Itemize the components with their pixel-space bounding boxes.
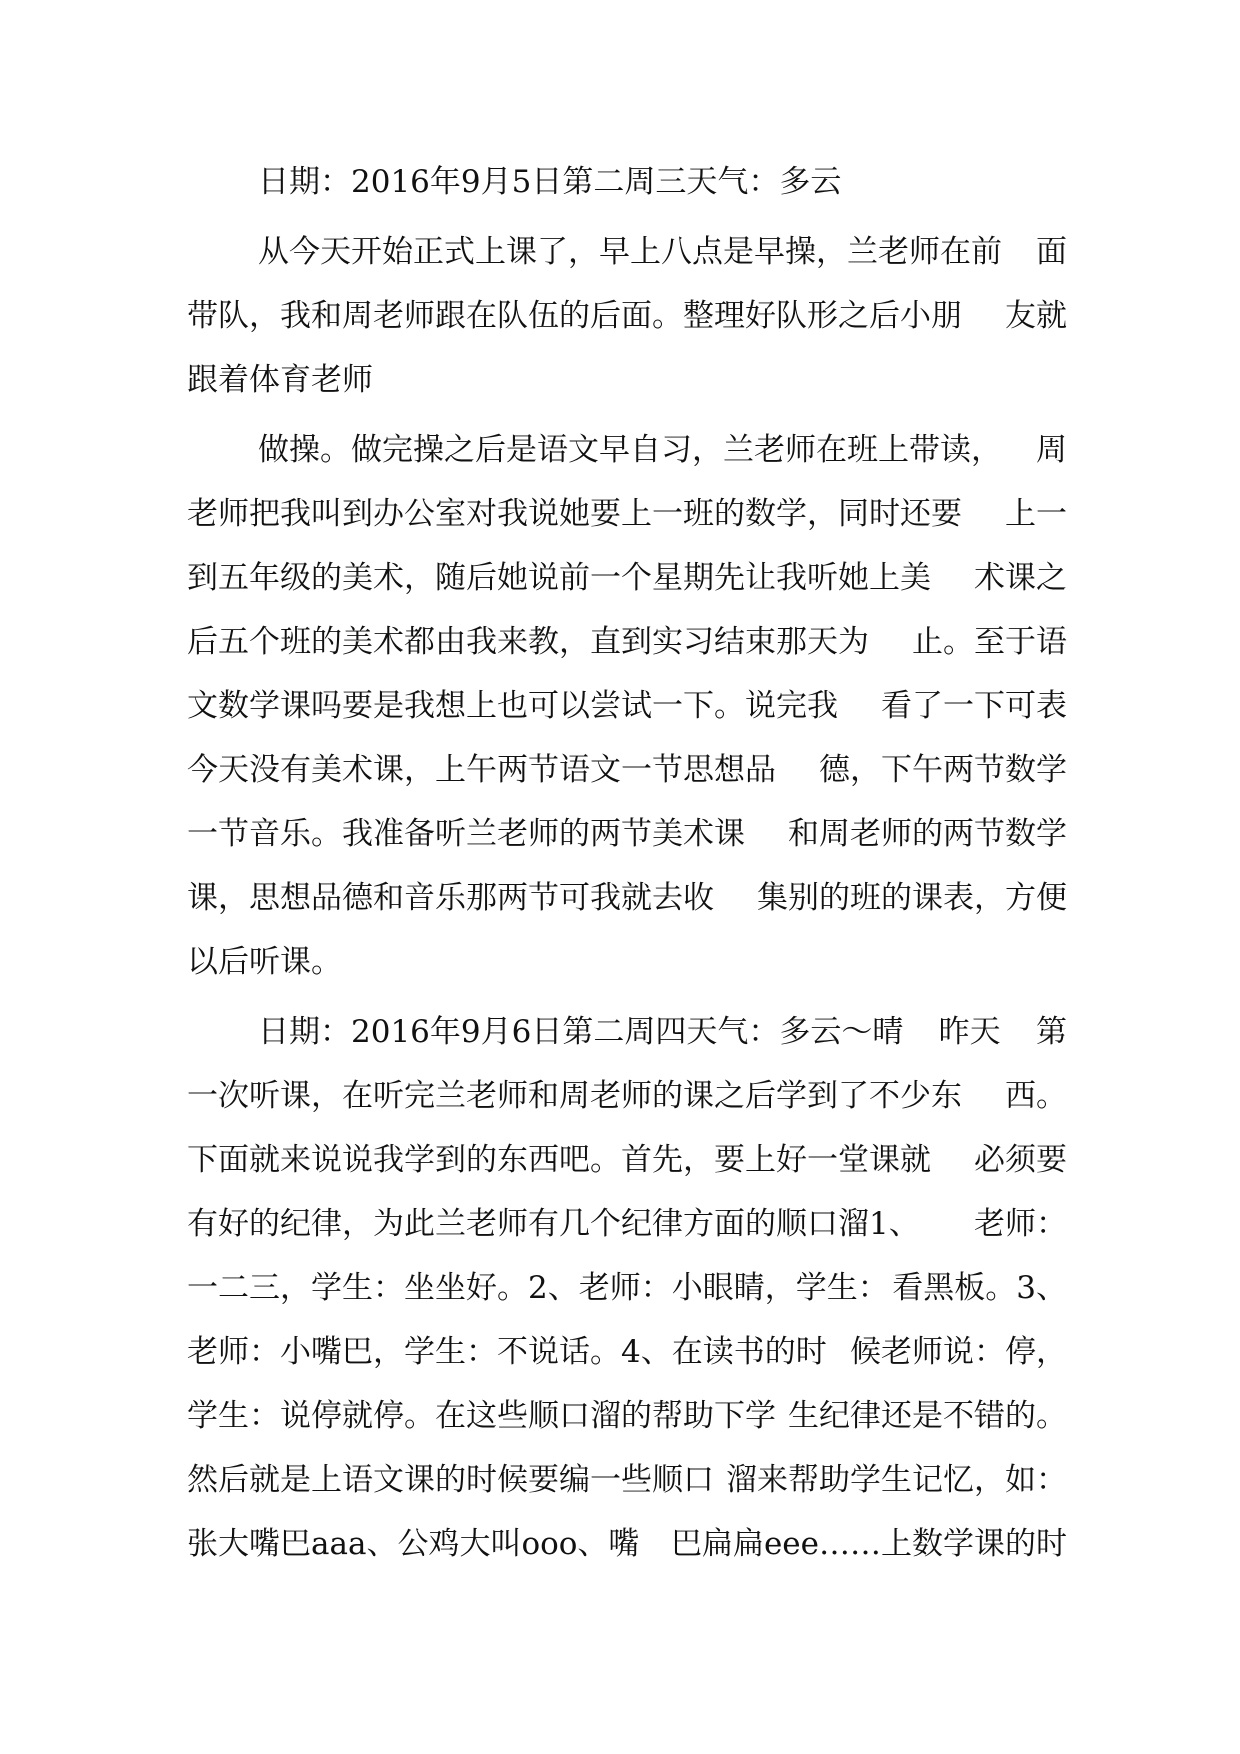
paragraph	[187, 220, 1067, 412]
text-segment: 面	[1036, 234, 1067, 270]
text-line	[187, 1128, 1067, 1192]
text-line	[187, 1000, 1067, 1064]
text-segment: 必须要	[974, 1142, 1067, 1178]
text-segment: 一节音乐。我准备听兰老师的两节美术课	[187, 816, 745, 852]
text-segment: 和周老师的两节数学	[788, 816, 1067, 852]
document-body	[187, 150, 1067, 1576]
text-segment: 以后听课。	[187, 944, 342, 980]
text-line	[187, 348, 1067, 412]
text-segment: 今天没有美术课，上午两节语文一节思想品	[187, 752, 776, 788]
text-segment: 后五个班的美术都由我来教，直到实习结束那天为	[187, 624, 869, 660]
text-segment: 到五年级的美术，随后她说前一个星期先让我听她上美	[187, 560, 931, 596]
text-segment: 一次听课，在听完兰老师和周老师的课之后学到了不少东	[187, 1078, 962, 1114]
text-segment: 看黑板。3、	[892, 1270, 1067, 1306]
text-segment: 然后就是上语文课的时候要编一些顺口	[187, 1462, 714, 1498]
text-segment: 德，下午两节数学	[819, 752, 1067, 788]
paragraph	[187, 1000, 1067, 1576]
text-segment: 一二三，学生：坐坐好。2、老师：小眼睛，学生：	[187, 1270, 889, 1306]
text-segment: 做操。做完操之后是语文早自习，兰老师在班上带读，	[258, 432, 1002, 468]
text-line	[187, 150, 1067, 214]
text-segment: 有好的纪律，为此兰老师有几个纪律方面的顺口溜1、	[187, 1206, 920, 1242]
paragraph	[187, 418, 1067, 994]
text-segment: 老师：小嘴巴，学生：不说话。4、在读书的时	[187, 1334, 827, 1370]
text-segment: 张大嘴巴aaa、公鸡大叫ooo、嘴	[187, 1526, 640, 1562]
text-segment: 带队，我和周老师跟在队伍的后面。整理好队形之后小朋	[187, 298, 962, 334]
text-line	[187, 284, 1067, 348]
text-segment: 昨天	[938, 1014, 1001, 1050]
text-line	[187, 802, 1067, 866]
text-line	[187, 546, 1067, 610]
text-segment: 集别的班的课表，方便	[757, 880, 1067, 916]
text-segment: 从今天开始正式上课了，早上八点是早操，兰老师在前	[258, 234, 1002, 270]
text-line	[187, 1256, 1067, 1320]
text-line	[187, 1064, 1067, 1128]
text-segment: 生纪律还是不错的。	[788, 1398, 1067, 1434]
text-segment: 上一	[1005, 496, 1067, 532]
text-line	[187, 1192, 1067, 1256]
text-line	[187, 866, 1067, 930]
text-segment: 跟着体育老师	[187, 362, 373, 398]
text-segment: 西。	[1005, 1078, 1067, 1114]
text-segment: 下面就来说说我学到的东西吧。首先，要上好一堂课就	[187, 1142, 931, 1178]
text-segment: 术课之	[974, 560, 1067, 596]
text-line	[187, 610, 1067, 674]
text-line	[187, 738, 1067, 802]
text-segment: 周	[1036, 432, 1067, 468]
text-line	[187, 482, 1067, 546]
text-line	[187, 1384, 1067, 1448]
text-segment: 止。至于语	[912, 624, 1067, 660]
text-segment: 课，思想品德和音乐那两节可我就去收	[187, 880, 714, 916]
text-segment: 文数学课吗要是我想上也可以尝试一下。说完我	[187, 688, 838, 724]
text-line	[187, 1448, 1067, 1512]
text-segment: 第	[1036, 1014, 1067, 1050]
text-segment: 日期：2016年9月5日第二周三天气：多云	[258, 164, 842, 200]
text-segment: 溜来帮助学生记忆，如：	[726, 1462, 1067, 1498]
text-segment: 友就	[1005, 298, 1067, 334]
text-line	[187, 1320, 1067, 1384]
text-segment: 候老师说：停，	[850, 1334, 1067, 1370]
text-line	[187, 418, 1067, 482]
text-segment: 日期：2016年9月6日第二周四天气：多云～晴	[258, 1014, 904, 1050]
paragraph	[187, 150, 1067, 214]
text-line	[187, 674, 1067, 738]
text-segment: 学生：说停就停。在这些顺口溜的帮助下学	[187, 1398, 776, 1434]
text-line	[187, 220, 1067, 284]
text-segment: 巴扁扁eee……上数学课的时	[670, 1526, 1067, 1562]
text-line	[187, 930, 1067, 994]
text-line	[187, 1512, 1067, 1576]
text-segment: 老师：	[974, 1206, 1067, 1242]
text-segment: 老师把我叫到办公室对我说她要上一班的数学，同时还要	[187, 496, 962, 532]
text-segment: 看了一下可表	[881, 688, 1067, 724]
